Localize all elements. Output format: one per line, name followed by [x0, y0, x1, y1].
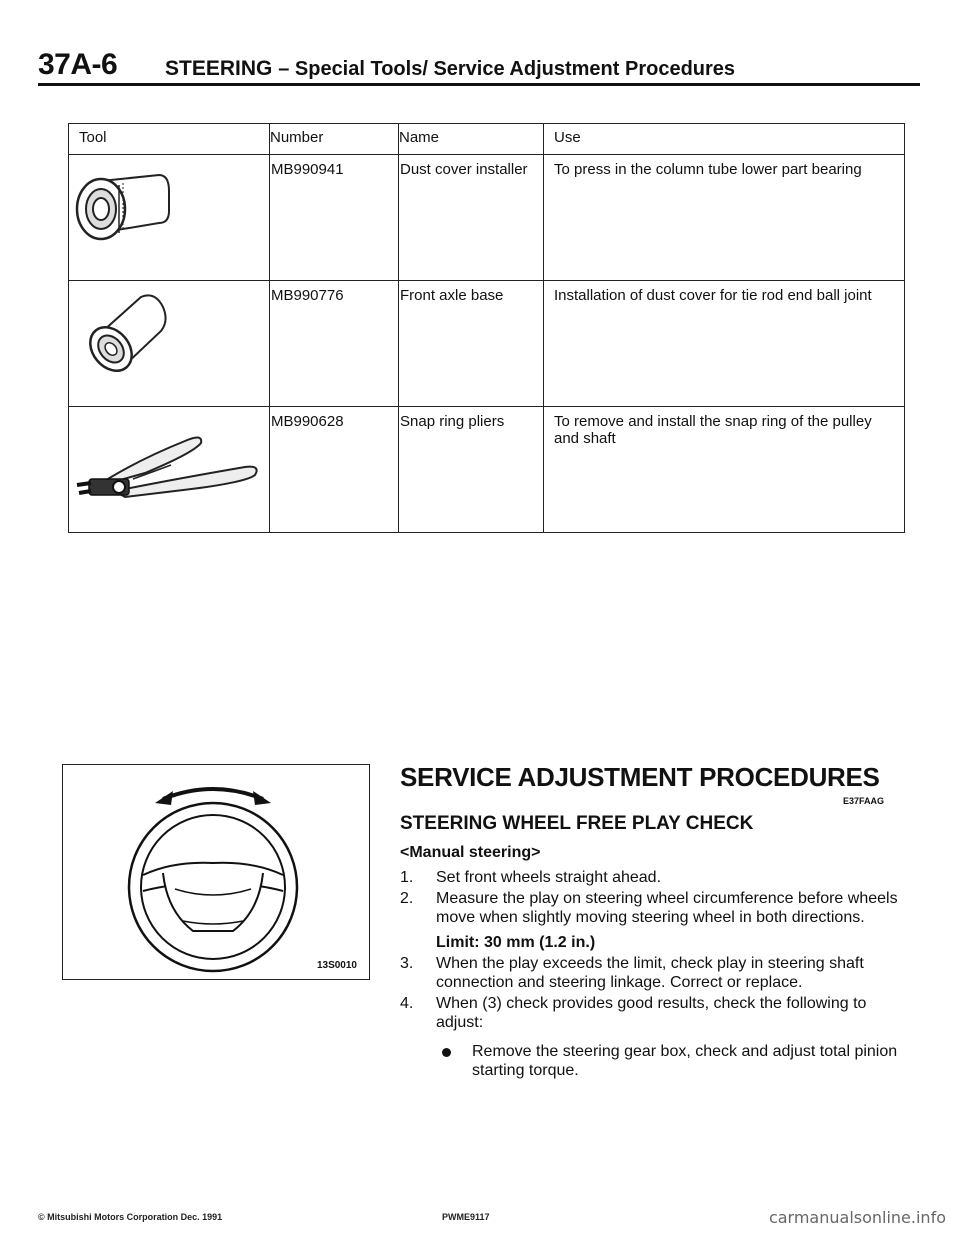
footer-pub-code: PWME9117 — [442, 1212, 490, 1222]
header-use: Use — [544, 124, 905, 155]
tool-number: MB990776 — [270, 281, 399, 407]
step-text: Set front wheels straight ahead. — [436, 869, 662, 886]
step-number: 1. — [400, 869, 414, 886]
special-tools-table — [68, 123, 905, 533]
tool-name: Snap ring pliers — [399, 407, 544, 533]
step-text: When the play exceeds the limit, check play in steering shaft connection and steering linkage. Correct or replace. — [436, 955, 864, 991]
page-title-sub: – Special Tools/ Service Adjustment Procedures — [278, 58, 736, 80]
bullet-dot-icon — [442, 1048, 451, 1057]
page-title — [165, 57, 735, 81]
tool-use: To press in the column tube lower part bearing — [544, 155, 905, 281]
section-subtitle: STEERING WHEEL FREE PLAY CHECK — [400, 813, 754, 834]
figure-code: 13S0010 — [316, 960, 357, 971]
tool-number: MB990628 — [270, 407, 399, 533]
step-text: Measure the play on steering wheel circumference before wheels move when slightly moving steering wheel in both directions. — [436, 890, 898, 926]
table-row — [69, 281, 905, 407]
procedure-steps — [400, 868, 900, 1080]
list-item — [400, 889, 900, 952]
header-tool: Tool — [69, 124, 270, 155]
header-rule — [38, 83, 920, 86]
snap-ring-pliers-icon — [75, 421, 265, 501]
table-row — [69, 407, 905, 533]
step-number: 3. — [400, 955, 414, 972]
list-item — [400, 954, 900, 992]
footer-copyright: © Mitsubishi Motors Corporation Dec. 1991 — [38, 1212, 223, 1222]
step-number: 2. — [400, 890, 414, 907]
watermark: carmanualsonline.info — [768, 1208, 946, 1227]
page-title-main: STEERING — [165, 57, 273, 80]
service-adjustment-section — [400, 762, 900, 1082]
list-item — [400, 994, 900, 1080]
tool-image-cell — [69, 281, 270, 407]
header-number: Number — [270, 124, 399, 155]
bullet-text: Remove the steering gear box, check and adjust total pinion starting torque. — [472, 1043, 898, 1079]
limit-value: Limit: 30 mm (1.2 in.) — [436, 934, 596, 951]
header-name: Name — [399, 124, 544, 155]
steering-wheel-figure — [62, 764, 370, 980]
tool-image-cell — [69, 407, 270, 533]
tool-use: To remove and install the snap ring of the pulley and shaft — [544, 407, 905, 533]
page-header — [38, 48, 920, 84]
table-header-row — [69, 124, 905, 155]
steering-wheel-icon — [63, 765, 369, 979]
list-item — [400, 868, 900, 887]
bullet-item — [436, 1042, 900, 1080]
tool-name: Front axle base — [399, 281, 544, 407]
page-number: 37A-6 — [38, 48, 118, 81]
section-code: E37FAAG — [843, 796, 885, 806]
tool-number: MB990941 — [270, 155, 399, 281]
dust-cover-installer-icon — [71, 161, 181, 257]
section-qualifier: <Manual steering> — [400, 844, 541, 861]
tool-image-cell — [69, 155, 270, 281]
tool-name: Dust cover installer — [399, 155, 544, 281]
step-number: 4. — [400, 995, 414, 1012]
front-axle-base-icon — [81, 291, 181, 381]
table-row — [69, 155, 905, 281]
section-title: SERVICE ADJUSTMENT PROCEDURES — [400, 762, 880, 792]
tool-use: Installation of dust cover for tie rod end ball joint — [544, 281, 905, 407]
step-text: When (3) check provides good results, check the following to adjust: — [436, 995, 867, 1031]
